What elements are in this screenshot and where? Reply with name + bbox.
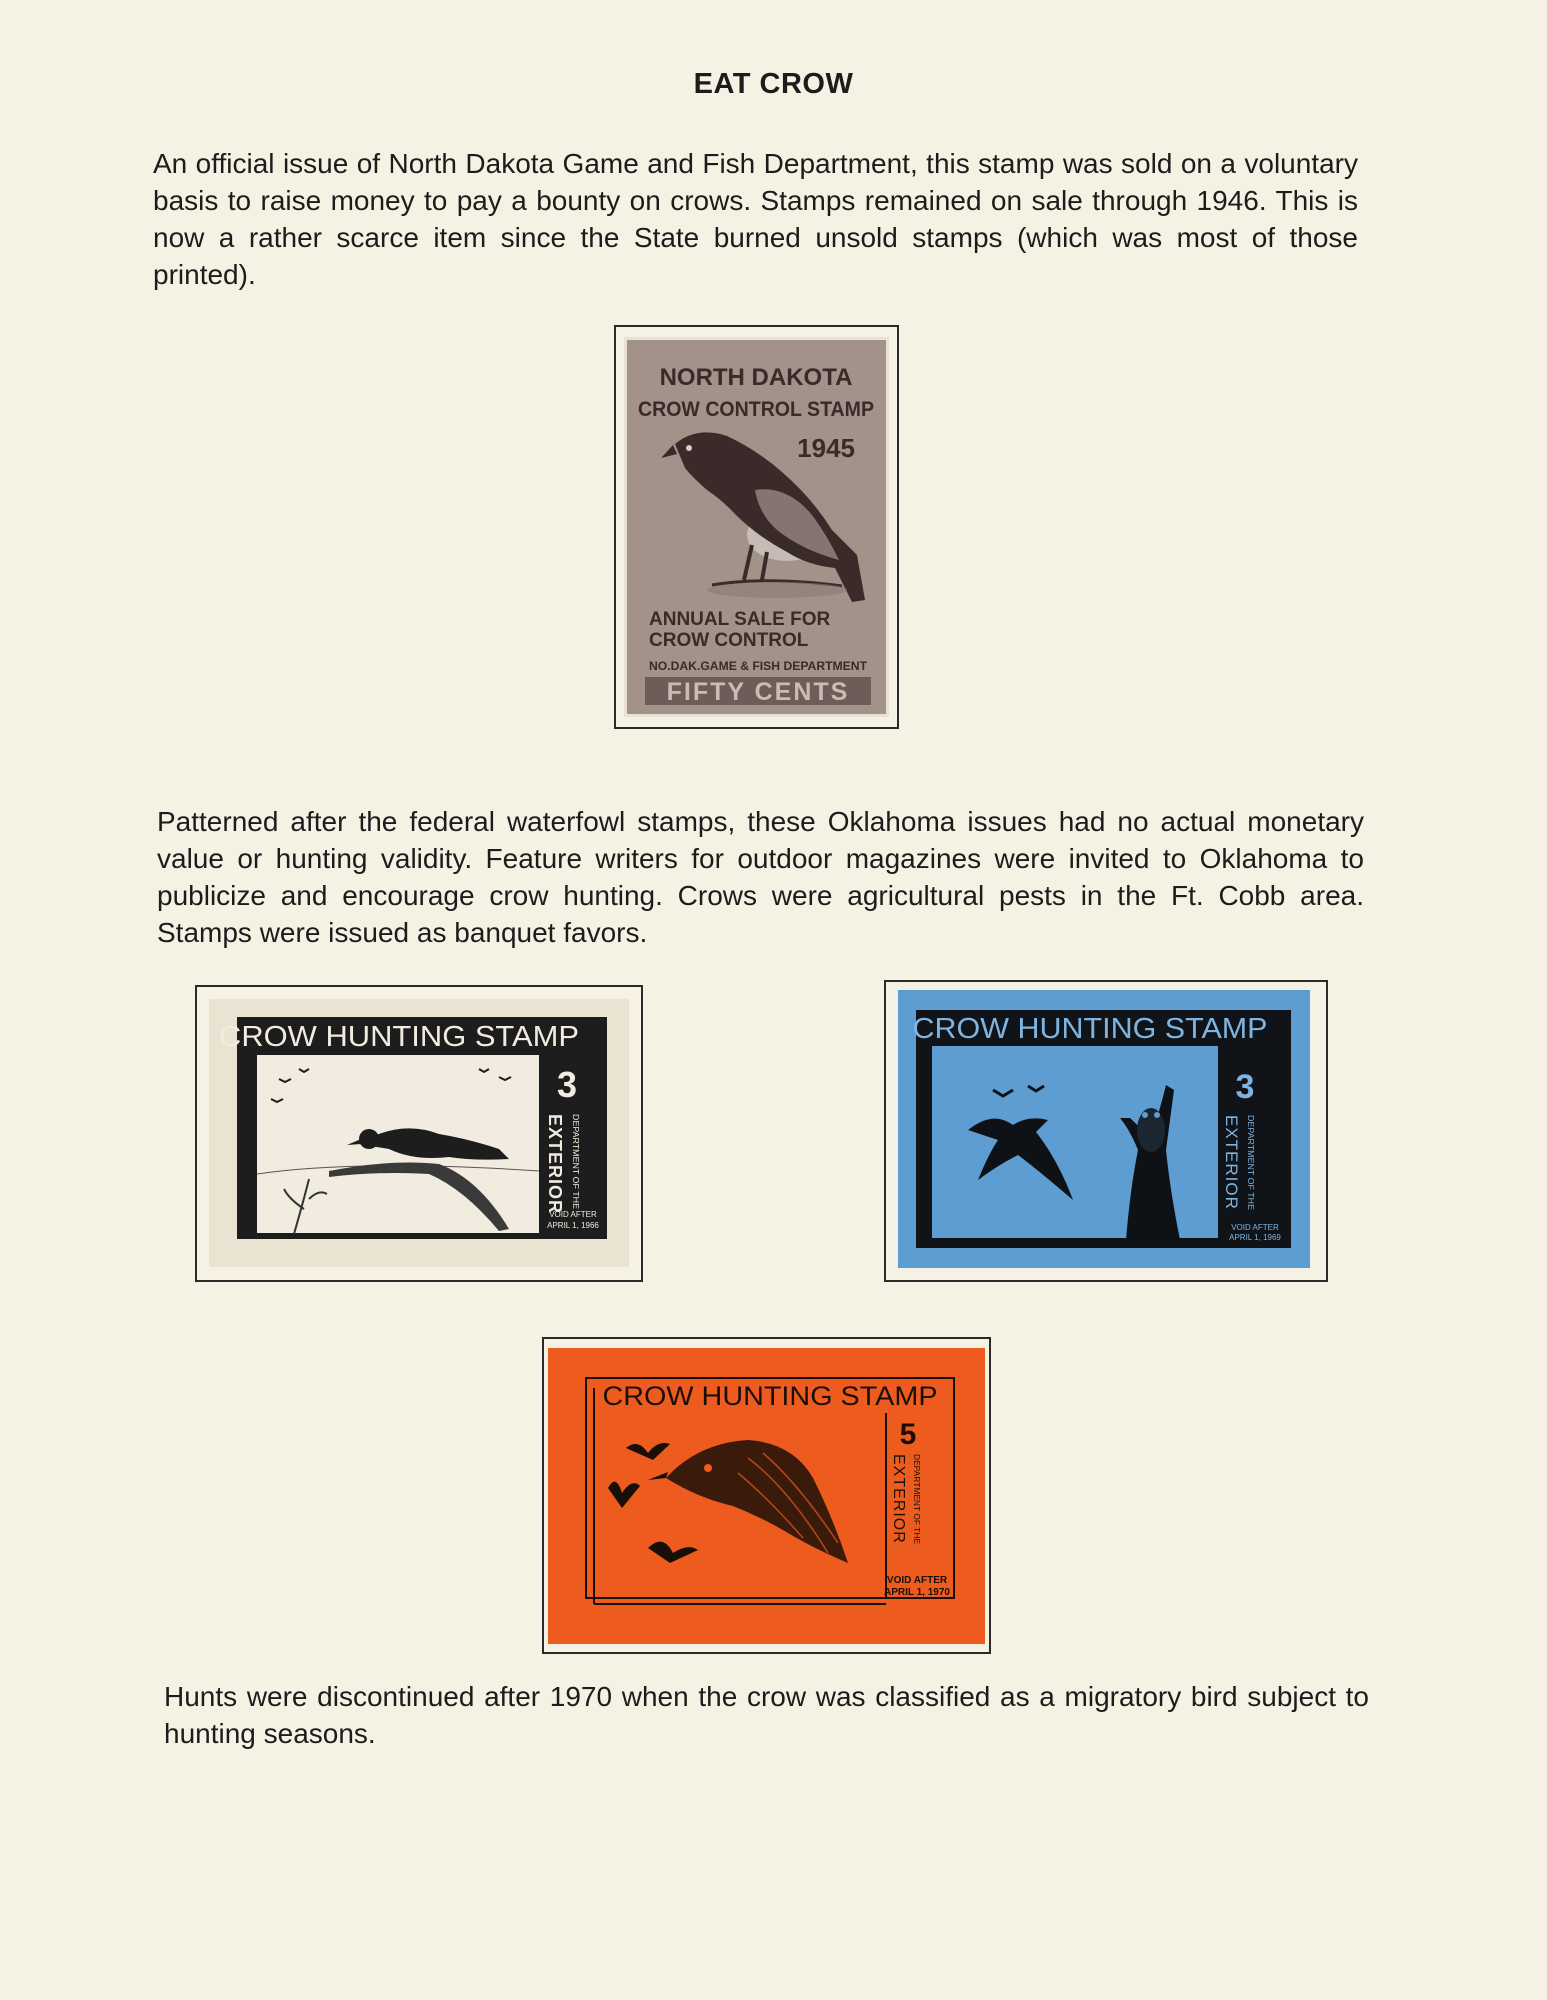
stamp-1966-dept-small: DEPARTMENT OF THE <box>571 1114 580 1200</box>
stamp-nd-year: 1945 <box>797 433 855 463</box>
stamp-nd-line1: NORTH DAKOTA <box>659 364 853 391</box>
stamp-nd-dept: NO.DAK.GAME & FISH DEPARTMENT <box>649 659 868 673</box>
stamp-mount-oklahoma-1970 <box>542 1337 991 1654</box>
stamp-oklahoma-1970 <box>548 1348 985 1644</box>
stamp-oklahoma-1966 <box>209 999 629 1267</box>
stamp-1969-header: CROW HUNTING STAMP <box>912 1013 1268 1045</box>
stamp-mount-oklahoma-1969 <box>884 980 1328 1282</box>
stamp-1969-dept-small: DEPARTMENT OF THE <box>1246 1115 1255 1201</box>
stamp-north-dakota-1945 <box>624 337 889 717</box>
stamp-1970-void1: VOID AFTER <box>886 1575 948 1586</box>
stamp-nd-value: FIFTY CENTS <box>666 678 850 706</box>
stamp-mount-oklahoma-1966 <box>195 985 643 1282</box>
stamp-nd-line2: CROW CONTROL STAMP <box>638 398 874 421</box>
stamp-1966-header: CROW HUNTING STAMP <box>219 1021 579 1053</box>
stamp-1966-void2: APRIL 1, 1966 <box>547 1221 599 1230</box>
stamp-oklahoma-1969 <box>898 990 1310 1268</box>
stamp-nd-sale2: CROW CONTROL <box>649 630 809 651</box>
closing-paragraph: Hunts were discontinued after 1970 when the crow was classified as a migratory bird subject to hunting seasons. <box>164 1681 1369 1749</box>
intro-paragraph-north-dakota: An official issue of North Dakota Game and Fish Department, this stamp was sold on a voluntary basis to raise money to pay a bounty on crows. Stamps remained on sale through 1946. This is now a rather scarce item since the State burned unsold stamps (which was most of those printed). <box>153 148 1358 290</box>
stamp-1969-value: 3 <box>1235 1068 1255 1106</box>
stamp-1966-dept-big: EXTERIOR <box>545 1114 565 1215</box>
stamp-1969-art <box>898 990 1310 1268</box>
stamp-mount-north-dakota <box>614 325 899 729</box>
stamp-1969-dept-big: EXTERIOR <box>1222 1115 1241 1210</box>
stamp-1970-value: 5 <box>899 1418 917 1451</box>
page-title: EAT CROW <box>693 68 854 100</box>
stamp-north-dakota-art <box>627 340 886 714</box>
stamp-1969-void1: VOID AFTER <box>1231 1223 1279 1232</box>
stamp-1966-void1: VOID AFTER <box>549 1210 597 1219</box>
stamp-1970-void2: APRIL 1, 1970 <box>884 1587 950 1598</box>
stamp-1966-value: 3 <box>556 1064 578 1105</box>
stamp-nd-sale1: ANNUAL SALE FOR <box>649 609 831 630</box>
stamp-1970-dept-small: DEPARTMENT OF THE <box>912 1454 921 1540</box>
stamp-1969-void2: APRIL 1, 1969 <box>1229 1233 1281 1242</box>
stamp-1970-header: CROW HUNTING STAMP <box>602 1381 938 1411</box>
stamp-1970-art <box>548 1348 985 1644</box>
oklahoma-paragraph: Patterned after the federal waterfowl stamps, these Oklahoma issues had no actual monetary value or hunting validity. Feature writers for outdoor magazines were invited to Oklahoma to publicize and encourage crow hunting. Crows were agricultural pests in the Ft. Cobb area. Stamps were issued as banquet favors. <box>157 806 1364 948</box>
stamp-1966-art <box>209 999 629 1267</box>
stamp-1970-dept-big: EXTERIOR <box>890 1454 907 1544</box>
